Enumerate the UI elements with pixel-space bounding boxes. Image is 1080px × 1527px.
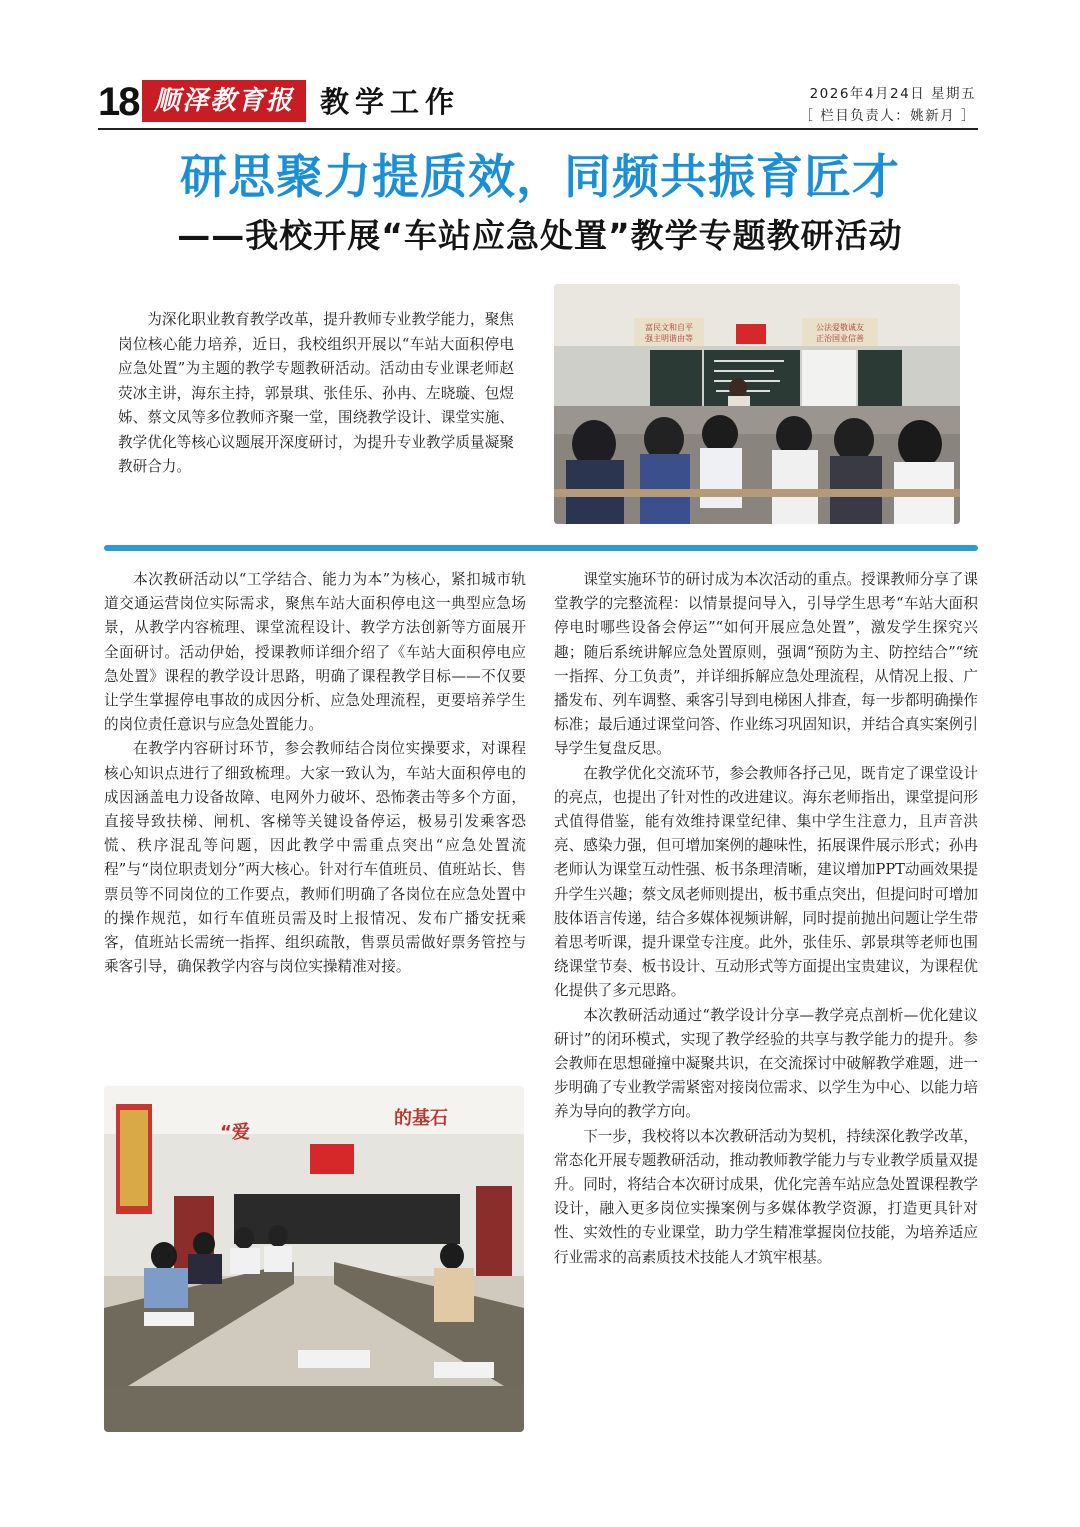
column-editor: ［ 栏目负责人：姚新月 ］ [799, 108, 976, 124]
right-column [554, 568, 978, 1270]
intro-text [118, 308, 514, 480]
header-rule [98, 128, 978, 130]
article-subtitle: ——我校开展“车站应急处置”教学专题教研活动 [177, 216, 903, 255]
svg-text:的基石: 的基石 [394, 1108, 448, 1129]
svg-text:正治国业信善: 正治国业信善 [816, 334, 864, 343]
newspaper-logo: 顺泽教育报 [142, 80, 306, 122]
left-column [104, 568, 526, 979]
issue-date: 2026年4月24日 星期五 [809, 86, 976, 102]
svg-text:富民文和自平: 富民文和自平 [645, 323, 693, 332]
page-number: 18 [98, 80, 139, 124]
meeting-photo [104, 1086, 524, 1432]
article-title: 研思聚力提质效，同频共振育匠才 [180, 150, 900, 205]
body-paragraph: 在教学优化交流环节，参会教师各抒己见，既肯定了课堂设计的亮点，也提出了针对性的改进建议。海东老师指出，课堂提问形式值得借鉴，能有效维持课堂纪律、集中学生注意力，且声音洪亮、感染力强，但可增加案例的趣味性，拓展课件展示形式；孙冉老师认为课堂互动性强、板书条理清晰，建议增加PPT动画效果提升学生兴趣；蔡文凤老师则提出，板书重点突出，但提问时可增加肢体语言传递，结合多媒体视频讲解，同时提前抛出问题让学生带着思考听课，提升课堂专注度。此外，张佳乐、郭景琪等老师也围绕课堂节奏、板书设计、互动形式等方面提出宝贵建议，为课程优化提供了多元思路。 [554, 764, 978, 1000]
body-paragraph: 下一步，我校将以本次教研活动为契机，持续深化教学改革，常态化开展专题教研活动，推动教师教学能力与专业教学质量双提升。同时，将结合本次研讨成果，优化完善车站应急处置课程教学设计，融入更多岗位实操案例与多媒体教学资源，打造更具针对性、实效性的专业课堂，助力学生精准掌握岗位技能，为培养适应行业需求的高素质技术技能人才筑牢根基。 [554, 1127, 978, 1266]
body-paragraph: 本次教研活动以“工学结合、能力为本”为核心，紧扣城市轨道交通运营岗位实际需求，聚焦车站大面积停电这一典型应急场景，从教学内容梳理、课堂流程设计、教学方法创新等方面展开全面研讨。活动伊始，授课教师详细介绍了《车站大面积停电应急处置》课程的教学设计思路，明确了课程教学目标——不仅要让学生掌握停电事故的成因分析、应急处理流程，更要培养学生的岗位责任意识与应急处置能力。 [104, 571, 526, 734]
body-paragraph: 在教学内容研讨环节，参会教师结合岗位实操要求，对课程核心知识点进行了细致梳理。大家一致认为，车站大面积停电的成因涵盖电力设备故障、电网外力破坏、恐怖袭击等多个方面，直接导致扶梯、闸机、客梯等关键设备停运，极易引发乘客恐慌、秩序混乱等问题，因此教学中需重点突出“应急处置流程”与“岗位职责划分”两大核心。针对行车值班员、值班站长、售票员等不同岗位的工作要点，教师们明确了各岗位在应急处置中的操作规范，如行车值班员需及时上报情况、发布广播安抚乘客，值班站长需统一指挥、组织疏散，售票员需做好票务管控与乘客引导，确保教学内容与岗位实操精准对接。 [104, 740, 526, 976]
body-paragraph: 课堂实施环节的研讨成为本次活动的重点。授课教师分享了课堂教学的完整流程：以情景提问导入，引导学生思考“车站大面积停电时哪些设备会停运”“如何开展应急处置”，激发学生探究兴趣；随后系统讲解应急处置原则，强调“预防为主、防控结合”“统一指挥、分工负责”，并详细拆解应急处理流程，从情况上报、广播发布、列车调整、乘客引导到电梯困人排查，每一步都明确操作标准；最后通过课堂问答、作业练习巩固知识，并结合真实案例引导学生复盘反思。 [554, 571, 978, 758]
intro-paragraph: 为深化职业教育教学改革，提升教师专业教学能力，聚焦岗位核心能力培养，近日，我校组织开展以“车站大面积停电应急处置”为主题的教学专题教研活动。活动由专业课老师赵荧冰主讲，海东主持，郭景琪、张佳乐、孙冉、左晓璇、包煜姊、蔡文凤等多位教师齐聚一堂，围绕教学设计、课堂实施、教学优化等核心议题展开深度研讨，为提升专业教学质量凝聚教研合力。 [118, 311, 514, 475]
svg-text:强主明谐由等: 强主明谐由等 [645, 334, 693, 343]
body-paragraph: 本次教研活动通过“教学设计分享—教学亮点剖析—优化建议研讨”的闭环模式，实现了教学经验的共享与教学能力的提升。参会教师在思想碰撞中凝聚共识，在交流探讨中破解教学难题，进一步明确了专业教学需紧密对接岗位需求、以学生为中心、以能力培养为导向的教学方向。 [554, 1006, 978, 1121]
section-divider [104, 545, 978, 551]
svg-text:公法爱敬诚友: 公法爱敬诚友 [816, 323, 864, 332]
svg-text:“爱: “爱 [220, 1122, 250, 1143]
classroom-photo [554, 284, 960, 524]
section-title: 教学工作 [320, 85, 461, 119]
